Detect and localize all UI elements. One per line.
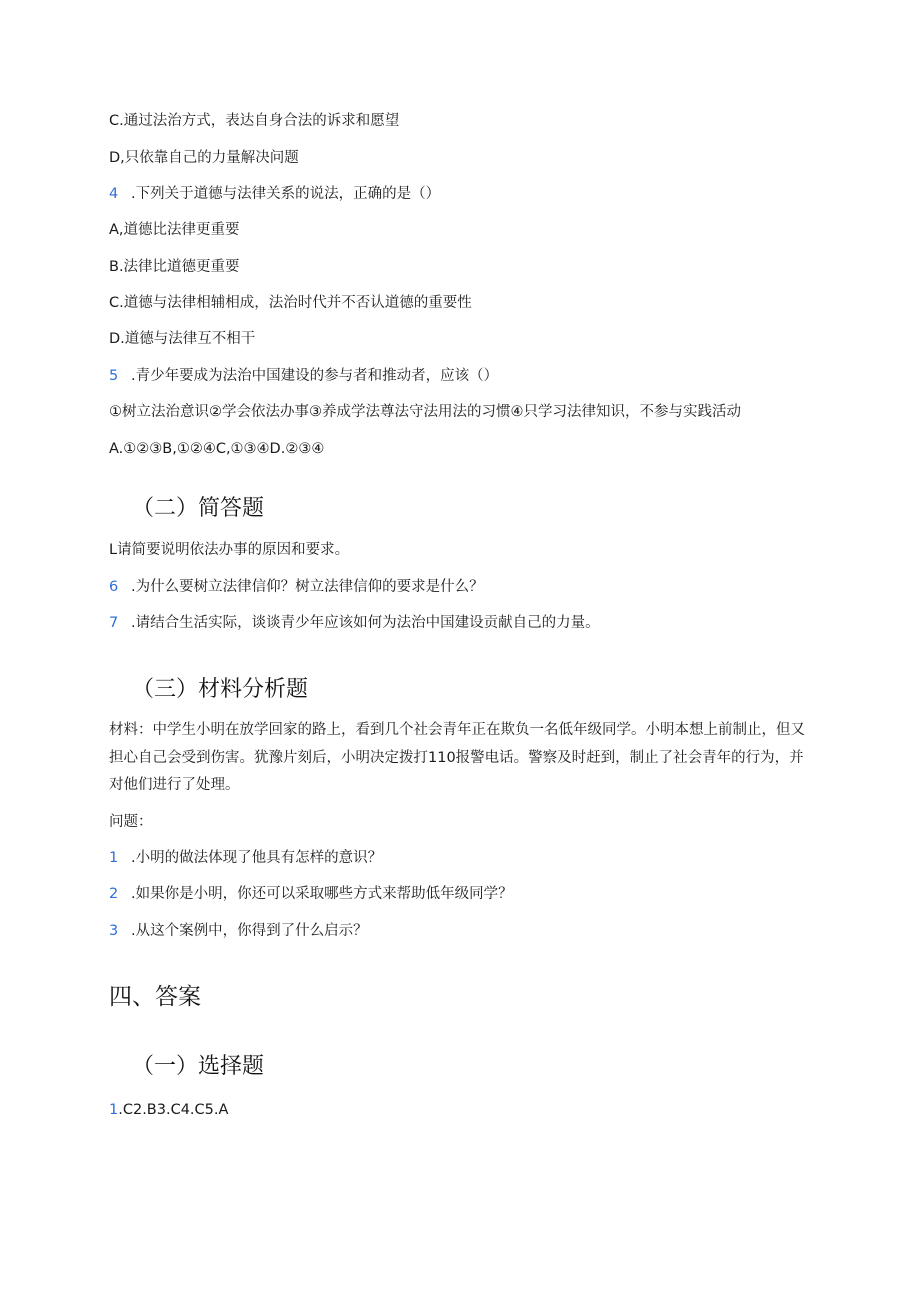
short-answer-q6 [109, 577, 484, 597]
question-number: 3 [109, 923, 119, 939]
question-label: 问题： [109, 814, 153, 830]
material-q3 [109, 921, 368, 941]
q3-option-d: D,只依靠自己的力量解决问题 [109, 150, 299, 166]
section-title-material-analysis: （三）材料分析题 [132, 677, 309, 702]
question-4 [109, 184, 440, 204]
q5-options: A.①②③B,①②④C,①③④D.②③④ [109, 441, 325, 457]
choice-answers [109, 1100, 228, 1120]
question-text: .从这个案例中，你得到了什么启示？ [131, 923, 368, 939]
q4-option-d: D.道德与法律互不相干 [109, 331, 256, 347]
section-title-choice-answers: （一）选择题 [132, 1054, 265, 1079]
question-number: 6 [109, 579, 119, 595]
q4-option-a: A,道德比法律更重要 [109, 222, 240, 238]
question-number: 2 [109, 886, 119, 902]
material-paragraph: 材料：中学生小明在放学回家的路上，看到几个社会青年正在欺负一名低年级同学。小明本想上前制止，但又担心自己会受到伤害。犹豫片刻后，小明决定拨打110报警电话。警察及时赶到，制止了社会青年的行为，并对他们进行了处理。 [109, 722, 805, 793]
section-title-answers: 四、答案 [109, 984, 201, 1010]
q4-option-c: C.道德与法律相辅相成，法治时代并不否认道德的重要性 [109, 295, 472, 311]
short-answer-q7 [109, 613, 600, 633]
material-q2 [109, 884, 513, 904]
question-text: .为什么要树立法律信仰？树立法律信仰的要求是什么？ [131, 579, 484, 595]
question-number: 5 [109, 368, 119, 384]
question-text: .如果你是小明，你还可以采取哪些方式来帮助低年级同学？ [131, 886, 513, 902]
question-number: 7 [109, 615, 119, 631]
question-number: 4 [109, 186, 119, 202]
q5-items: ①树立法治意识②学会依法办事③养成学法尊法守法用法的习惯④只学习法律知识，不参与实践活动 [109, 404, 741, 420]
question-text: .小明的做法体现了他具有怎样的意识？ [131, 850, 383, 866]
q4-option-b: B.法律比道德更重要 [109, 259, 240, 275]
question-5 [109, 366, 498, 386]
section-title-short-answer: （二）简答题 [132, 496, 265, 521]
short-answer-q1: L请简要说明依法办事的原因和要求。 [109, 542, 350, 558]
question-text: .下列关于道德与法律关系的说法，正确的是（） [131, 186, 441, 202]
question-text: .请结合生活实际，谈谈青少年应该如何为法治中国建设贡献自己的力量。 [131, 615, 600, 631]
answer-number: 1 [109, 1102, 119, 1118]
question-number: 1 [109, 850, 119, 866]
answer-text: .C2.B3.C4.C5.A [118, 1102, 229, 1118]
material-q1 [109, 848, 382, 868]
question-text: .青少年要成为法治中国建设的参与者和推动者，应该（） [131, 368, 499, 384]
q3-option-c: C.通过法治方式，表达自身合法的诉求和愿望 [109, 113, 400, 129]
